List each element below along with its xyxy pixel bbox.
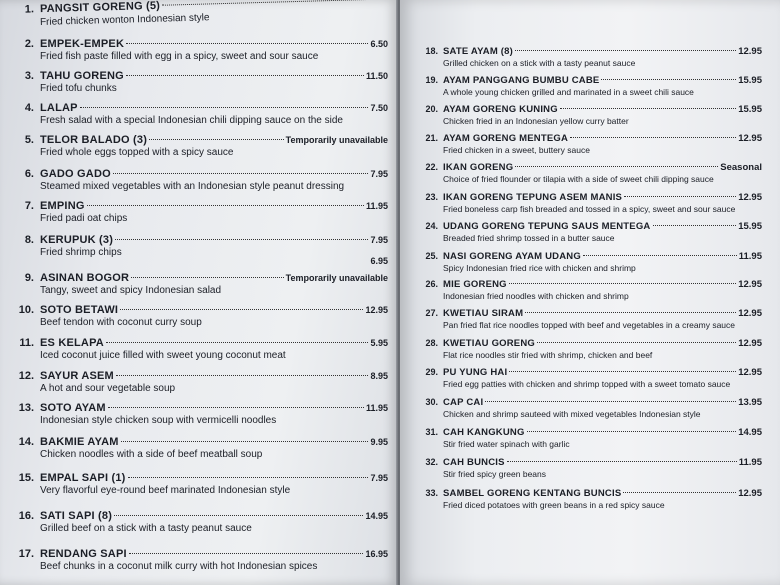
item-description: Fried egg patties with chicken and shrimp topped with a sweet tomato sauce [443,379,731,389]
menu-item-33 [418,488,762,510]
menu-item-20 [418,104,762,126]
menu-item-15 [10,472,388,496]
menu-page-right [400,0,780,585]
item-number: 15. [18,472,34,484]
item-price: 7.95 [370,169,388,179]
item-price: 6.50 [370,39,388,49]
item-name: CAP CAI [443,397,484,408]
item-price: 12.95 [738,46,762,57]
item-number: 20. [425,104,438,114]
item-name: PU YUNG HAI [443,367,508,378]
dot-leader [525,312,736,313]
item-name: SOTO AYAM [40,402,106,414]
menu-item-27 [418,308,762,330]
item-price: 15.95 [738,221,762,232]
item-name: PANGSIT GORENG (5) [39,0,161,16]
item-number: 26. [425,279,438,289]
item-name: AYAM PANGGANG BUMBU CABE [443,75,600,86]
dot-leader [106,342,369,343]
item-number: 18. [425,46,438,56]
item-number: 22. [425,162,438,172]
dot-leader [623,492,736,493]
item-name: EMPEK-EMPEK [40,38,125,50]
dot-leader [126,43,368,44]
item-name: KWETIAU GORENG [443,338,535,349]
dot-leader [80,107,369,108]
item-number: 13. [18,402,34,414]
dot-leader [129,553,364,554]
item-price: 11.95 [365,201,388,211]
item-name: SATI SAPI (8) [40,510,113,522]
item-name: ES KELAPA [40,337,104,349]
item-name: CAH BUNCIS [443,457,505,468]
item-name: NASI GORENG AYAM UDANG [443,251,581,262]
item-price: 15.95 [738,104,762,115]
item-price: 11.95 [738,457,762,468]
menu-item-16 [10,510,388,534]
item-price: 12.95 [738,133,762,144]
item-description: Chicken noodles with a side of beef meatball soup [40,449,263,460]
menu-item-4 [10,102,388,126]
dot-leader [108,407,364,408]
item-price: 12.95 [738,367,762,378]
item-number: 5. [24,134,34,146]
dot-leader [624,196,736,197]
menu-item-23 [418,192,762,214]
item-name: EMPING [40,200,85,212]
item-description: Indonesian fried noodles with chicken and shrimp [443,291,629,301]
item-price: 11.95 [365,403,388,413]
dot-leader [507,461,737,462]
item-price: 12.95 [365,305,388,315]
item-price: 11.95 [738,251,762,262]
item-name: LALAP [40,102,78,114]
item-number: 10. [18,304,34,316]
menu-item-14 [10,436,388,460]
item-name: SAYUR ASEM [40,370,114,382]
item-number: 8. [24,234,34,246]
menu-item-26 [418,279,762,301]
menu-item-21 [418,133,762,155]
item-number: 17. [18,548,34,560]
item-name: AYAM GORENG MENTEGA [443,133,569,144]
item-description: Iced coconut juice filled with sweet young coconut meat [40,350,286,361]
item-description: Fried tofu chunks [40,83,117,94]
item-number: 1. [24,3,35,16]
item-price: 7.95 [370,235,388,245]
item-number: 24. [425,221,438,231]
menu-item-1 [10,0,388,28]
item-name: EMPAL SAPI (1) [40,472,126,484]
item-name: TELOR BALADO (3) [40,134,148,146]
menu-item-7 [10,200,388,224]
item-price: 14.95 [738,427,762,438]
item-description: Choice of fried flounder or tilapia with a side of sweet chili dipping sauce [443,174,714,184]
item-price: Seasonal [720,162,762,173]
item-number: 11. [19,337,34,349]
dot-leader [527,431,737,432]
item-description: Fried chicken wonton Indonesian style [39,12,210,28]
menu-item-30 [418,397,762,419]
dot-leader [515,50,736,51]
menu-item-32 [418,457,762,479]
item-name: MIE GORENG [443,279,507,290]
item-number: 16. [18,510,34,522]
menu-item-9 [10,272,388,296]
item-number: 25. [425,251,438,261]
item-price: 12.95 [738,279,762,290]
item-price: 16.95 [365,549,388,559]
item-name: IKAN GORENG [443,162,514,173]
item-description: Fried padi oat chips [40,213,128,224]
dot-leader [485,401,736,402]
menu-item-28 [418,338,762,360]
item-price: 7.95 [370,473,388,483]
item-name: IKAN GORENG TEPUNG ASEM MANIS [443,192,623,203]
item-number: 28. [425,338,438,348]
item-number: 3. [24,70,34,82]
item-name: ASINAN BOGOR [40,272,130,284]
item-name: UDANG GORENG TEPUNG SAUS MENTEGA [443,221,651,232]
item-number: 33. [425,488,438,498]
item-name: TAHU GORENG [40,70,124,82]
item-description: Fried diced potatoes with green beans in a red spicy sauce [443,500,665,510]
dot-leader [113,173,369,174]
item-description: Fried shrimp chips [40,247,122,258]
item-description: Breaded fried shrimp tossed in a butter sauce [443,233,615,243]
dot-leader [515,166,718,167]
menu-item-17 [10,548,388,572]
dot-leader [583,255,737,256]
item-description: Very flavorful eye-round beef marinated Indonesian style [40,485,291,496]
item-price: 8.95 [370,371,388,381]
menu-item-12 [10,370,388,394]
item-name: SOTO BETAWI [40,304,119,316]
dot-leader [149,139,284,140]
menu-item-19 [418,75,762,97]
dot-leader [126,75,364,76]
menu-item-24 [418,221,762,243]
item-price: 7.50 [370,103,388,113]
item-price: 9.95 [370,437,388,447]
dot-leader [653,225,737,226]
item-description: Fried chicken in a sweet, buttery sauce [443,145,590,155]
item-description: Pan fried flat rice noodles topped with beef and vegetables in a creamy sauce [443,320,736,330]
item-description: Fried whole eggs topped with a spicy sauce [40,147,234,158]
dot-leader [560,108,736,109]
item-description: Steamed mixed vegetables with an Indonesian style peanut dressing [40,181,345,192]
item-description: Flat rice noodles stir fried with shrimp, chicken and beef [443,350,653,360]
item-description: Grilled beef on a stick with a tasty peanut sauce [40,523,252,534]
dot-leader [115,239,368,240]
item-number: 19. [425,75,438,85]
item-price: 11.50 [365,71,388,81]
dot-leader [128,477,369,478]
item-number: 2. [24,38,34,50]
menu-item-2 [10,38,388,62]
item-description: Tangy, sweet and spicy Indonesian salad [40,285,222,296]
item-number: 9. [24,272,34,284]
item-description: Spicy Indonesian fried rice with chicken and shrimp [443,263,636,273]
dot-leader [537,342,736,343]
menu-item-11 [10,337,388,361]
dot-leader [116,375,369,376]
dot-leader [570,137,736,138]
item-number: 23. [425,192,438,202]
menu-item-8 [10,234,388,266]
dot-leader [114,515,363,516]
item-description: Beef tendon with coconut curry soup [40,317,202,328]
item-number: 6. [24,168,34,180]
dot-leader [509,371,736,372]
item-price: Temporarily unavailable [285,135,388,145]
item-number: 32. [425,457,438,467]
item-number: 21. [425,133,438,143]
item-name: KWETIAU SIRAM [443,308,524,319]
item-name: KERUPUK (3) [40,234,114,246]
item-description: Grilled chicken on a stick with a tasty peanut sauce [443,58,636,68]
dot-leader [120,309,363,310]
item-number: 7. [24,200,34,212]
item-price-secondary: 6.95 [370,256,388,266]
item-name: SAMBEL GORENG KENTANG BUNCIS [443,488,622,499]
item-description: Chicken and shrimp sauteed with mixed vegetables Indonesian style [443,409,701,419]
item-name: BAKMIE AYAM [40,436,119,448]
item-name: SATE AYAM (8) [443,46,513,57]
dot-leader [162,0,386,6]
item-price: 14.95 [365,511,388,521]
item-description: Fried fish paste filled with egg in a spicy, sweet and sour sauce [40,51,319,62]
item-description: Stir fried spicy green beans [443,469,546,479]
menu-item-29 [418,367,762,389]
item-number: 27. [425,308,438,318]
item-description: Fresh salad with a special Indonesian chili dipping sauce on the side [40,115,343,126]
item-price: 12.95 [738,192,762,203]
menu-item-13 [10,402,388,426]
item-number: 29. [425,367,438,377]
menu-item-6 [10,168,388,192]
item-description: Indonesian style chicken soup with vermicelli noodles [40,415,277,426]
item-name: AYAM GORENG KUNING [443,104,558,115]
item-price: 5.95 [370,338,388,348]
menu-item-3 [10,70,388,94]
item-number: 31. [425,427,438,437]
item-description: Fried boneless carp fish breaded and tossed in a spicy, sweet and sour sauce [443,204,736,214]
menu-item-5 [10,134,388,158]
item-price: 13.95 [738,397,762,408]
dot-leader [131,277,283,278]
item-number: 14. [18,436,34,448]
item-description: Stir fried water spinach with garlic [443,439,570,449]
item-price: 12.95 [738,308,762,319]
item-description: A hot and sour vegetable soup [40,383,176,394]
item-number: 30. [425,397,438,407]
menu-item-31 [418,427,762,449]
dot-leader [509,283,736,284]
item-description: A whole young chicken grilled and marinated in a sweet chili sauce [443,87,694,97]
item-description: Chicken fried in an Indonesian yellow curry batter [443,116,629,126]
item-price: 12.95 [738,338,762,349]
menu-item-18 [418,46,762,68]
menu-item-22 [418,162,762,184]
item-price: 12.95 [738,488,762,499]
item-name: CAH KANGKUNG [443,427,525,438]
dot-leader [87,205,364,206]
item-description: Beef chunks in a coconut milk curry with hot Indonesian spices [40,561,318,572]
item-name: RENDANG SAPI [40,548,127,560]
dot-leader [601,79,736,80]
item-number: 12. [18,370,34,382]
item-price: Temporarily unavailable [285,273,388,283]
item-price: 15.95 [738,75,762,86]
menu-item-25 [418,251,762,273]
menu-item-10 [10,304,388,328]
item-number: 4. [24,102,34,114]
item-name: GADO GADO [40,168,111,180]
dot-leader [121,441,369,442]
